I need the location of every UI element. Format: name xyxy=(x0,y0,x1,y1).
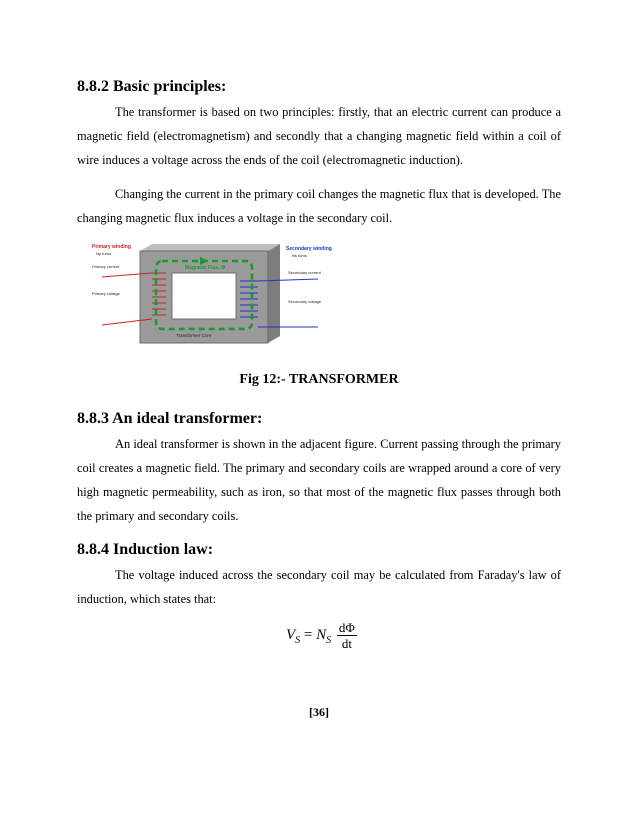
paragraph-induction-1: The voltage induced across the secondary coil may be calculated from Faraday's law of induction, which states that: xyxy=(77,568,561,606)
equation-denominator: dt xyxy=(341,636,352,651)
core-side-face xyxy=(268,244,280,343)
equation-rhs-sub: S xyxy=(326,634,332,646)
core-window xyxy=(172,273,236,319)
secondary-voltage-label: Secondary voltage xyxy=(288,299,322,304)
figure-caption: Fig 12:- TRANSFORMER xyxy=(239,372,399,387)
secondary-turns-label: Ns turns xyxy=(292,253,307,258)
equation-lhs-sub: S xyxy=(295,634,301,646)
page-number: [36] xyxy=(309,705,329,719)
primary-voltage-label: Primary voltage xyxy=(92,291,120,296)
primary-turns-label: Np turns xyxy=(96,251,112,256)
equation-rhs: N xyxy=(316,626,327,643)
heading-basic-principles: 8.8.2 Basic principles: xyxy=(77,78,227,95)
paragraph-basic-2: Changing the current in the primary coil changes the magnetic flux that is developed. The changing magnetic flux induces a voltage in the secondary coil. xyxy=(77,187,561,225)
heading-induction-law: 8.8.4 Induction law: xyxy=(77,541,214,558)
equation-fraction xyxy=(337,620,357,651)
core-label: Transformer Core xyxy=(176,333,212,338)
equation-numerator: dΦ xyxy=(338,620,355,635)
transformer-figure xyxy=(90,241,346,348)
paragraph-basic-1: The transformer is based on two principles: firstly, that an electric current can produce a magnetic field (electromagnetism) and secondly that a changing magnetic field within a coil of wire induces a voltage across the ends of the coil (electromagnetic induction). xyxy=(77,105,561,167)
faraday-equation: $V_S = N_S$ $\frac{d\Phi}{dt}$ xyxy=(286,620,355,651)
paragraph-ideal-1: An ideal transformer is shown in the adjacent figure. Current passing through the primary coil creates a magnetic field. The primary and secondary coils are wrapped around a core of very high magnetic permeability, such as iron, so that most of the magnetic flux passes through both the primary and secondary coils. xyxy=(77,437,561,523)
primary-winding-label: Primary winding xyxy=(92,244,131,250)
secondary-winding-label: Secondary winding xyxy=(286,246,332,252)
heading-ideal-transformer: 8.8.3 An ideal transformer: xyxy=(77,410,263,427)
equation-lhs: V xyxy=(286,626,296,643)
secondary-current-label: Secondary current xyxy=(288,270,321,275)
transformer-diagram xyxy=(90,241,346,348)
magnetic-flux-label: Magnetic Flux, Φ xyxy=(185,265,226,271)
primary-current-label: Primary current xyxy=(92,264,120,269)
core-top-face xyxy=(140,244,280,251)
